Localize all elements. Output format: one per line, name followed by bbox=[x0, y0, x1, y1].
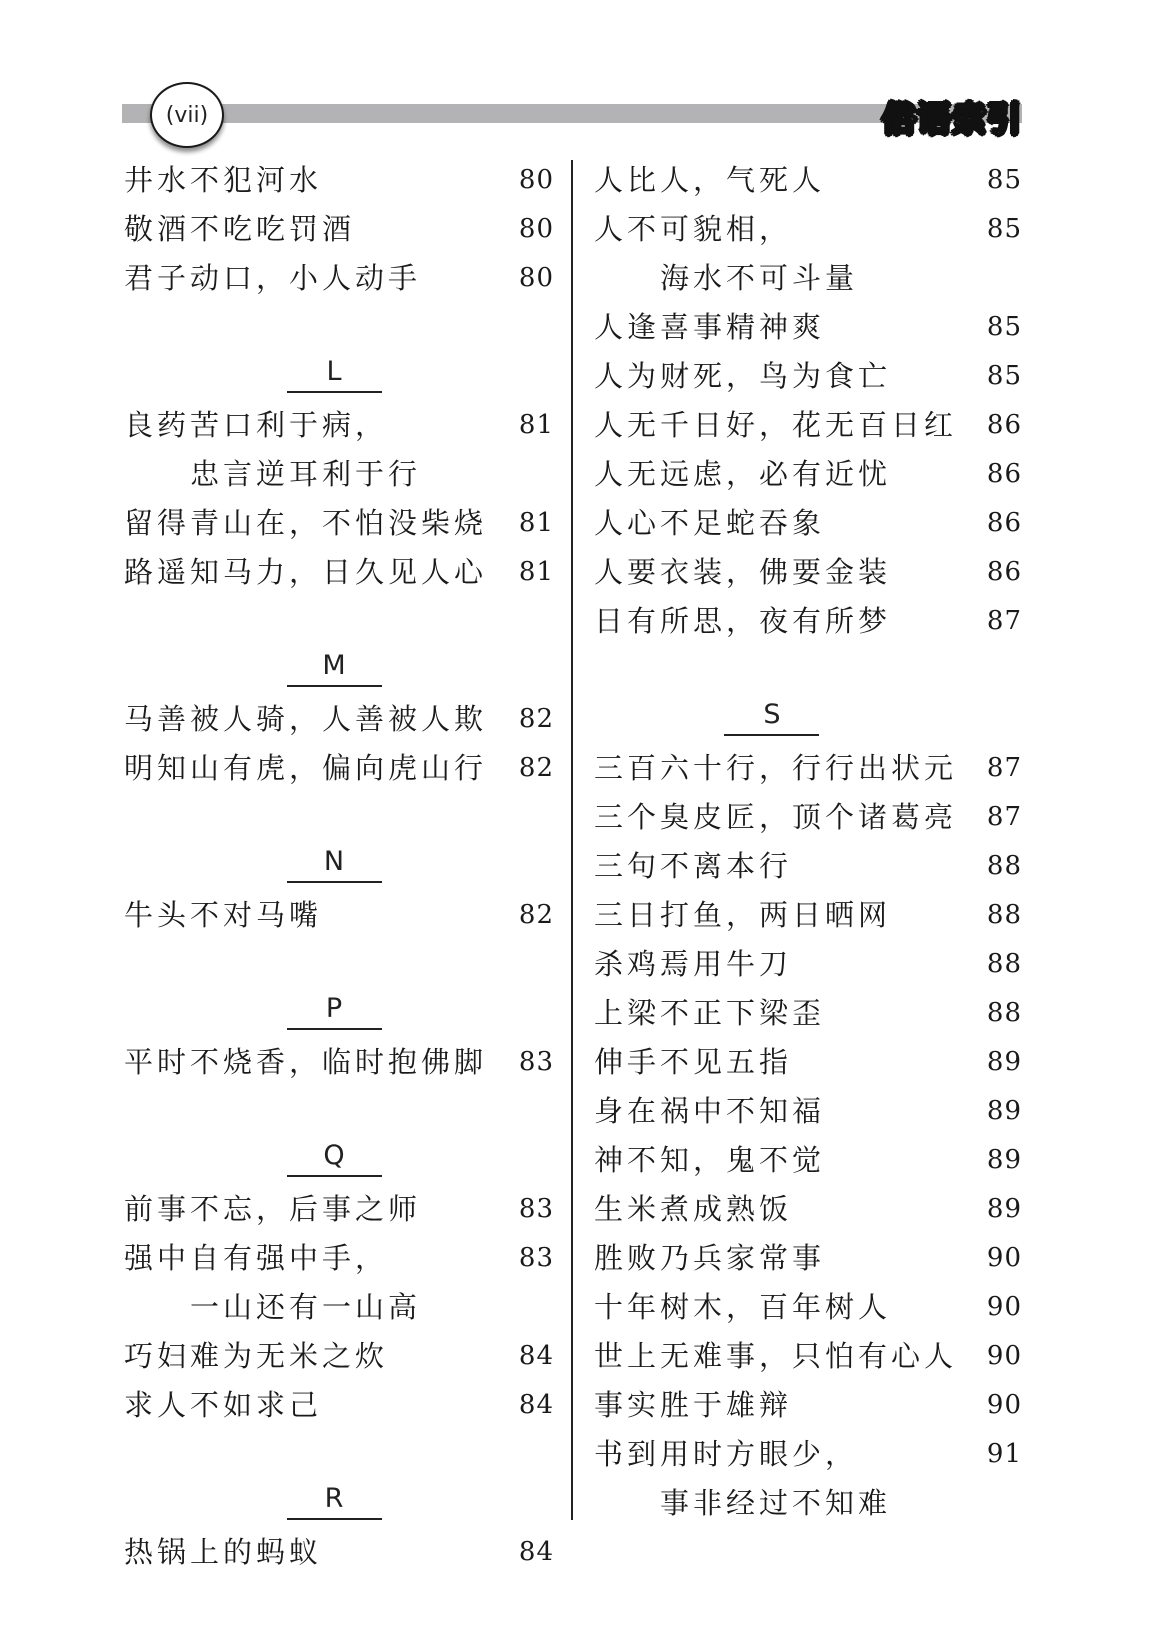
entry-page-number: 88 bbox=[986, 949, 1022, 979]
index-entry bbox=[594, 499, 1022, 548]
entry-page-number: 86 bbox=[986, 410, 1022, 440]
index-entry bbox=[594, 156, 1022, 205]
entry-text: 人无千日好，花无百日红 bbox=[594, 408, 958, 442]
entry-page-number: 86 bbox=[986, 459, 1022, 489]
index-entry bbox=[124, 548, 554, 597]
entry-page-number: 90 bbox=[986, 1243, 1022, 1273]
section-letter: N bbox=[323, 846, 345, 877]
index-entry bbox=[594, 1430, 1022, 1479]
entry-page-number: 82 bbox=[518, 900, 554, 930]
entry-text: 事实胜于雄辩 bbox=[594, 1388, 793, 1422]
index-entry bbox=[594, 793, 1022, 842]
page-number: (vii) bbox=[165, 102, 209, 128]
left-column bbox=[124, 156, 554, 1577]
entry-text: 前事不忘，后事之师 bbox=[124, 1192, 422, 1226]
section-gap bbox=[124, 303, 554, 343]
index-entry bbox=[594, 989, 1022, 1038]
section-letter: S bbox=[763, 699, 781, 730]
entry-text: 神不知，鬼不觉 bbox=[594, 1143, 826, 1177]
index-entry bbox=[594, 450, 1022, 499]
entry-page-number: 85 bbox=[986, 361, 1022, 391]
index-entry bbox=[124, 744, 554, 793]
entry-text: 三日打鱼，两日晒网 bbox=[594, 898, 892, 932]
entry-page-number: 80 bbox=[518, 263, 554, 293]
index-entry bbox=[124, 1381, 554, 1430]
index-entry bbox=[594, 1234, 1022, 1283]
section-gap bbox=[124, 1430, 554, 1470]
section-header-r bbox=[124, 1470, 554, 1520]
section-spacer bbox=[124, 1177, 554, 1185]
entry-page-number: 85 bbox=[986, 214, 1022, 244]
entry-text: 平时不烧香，临时抱佛脚 bbox=[124, 1045, 488, 1079]
index-entry bbox=[124, 254, 554, 303]
entry-text: 三百六十行，行行出状元 bbox=[594, 751, 958, 785]
entry-text: 三个臭皮匠，顶个诸葛亮 bbox=[594, 800, 958, 834]
section-rule bbox=[287, 1175, 382, 1177]
section-letter: L bbox=[326, 356, 342, 387]
section-header-s bbox=[594, 686, 1022, 736]
entry-text: 牛头不对马嘴 bbox=[124, 898, 323, 932]
entry-text: 三句不离本行 bbox=[594, 849, 793, 883]
entry-text: 敬酒不吃吃罚酒 bbox=[124, 212, 356, 246]
entry-text-continued: 忠言逆耳利于行 bbox=[190, 457, 422, 491]
index-entry bbox=[594, 303, 1022, 352]
index-entry bbox=[124, 499, 554, 548]
section-spacer bbox=[124, 1520, 554, 1528]
index-entry bbox=[594, 1185, 1022, 1234]
section-letter: M bbox=[322, 650, 346, 681]
entry-page-number: 81 bbox=[518, 557, 554, 587]
section-header-m bbox=[124, 637, 554, 687]
entry-text: 人比人，气死人 bbox=[594, 163, 826, 197]
entry-text-continued: 海水不可斗量 bbox=[660, 261, 859, 295]
index-entry bbox=[594, 842, 1022, 891]
entry-page-number: 84 bbox=[518, 1537, 554, 1567]
section-spacer bbox=[124, 883, 554, 891]
index-entry bbox=[594, 597, 1022, 646]
index-entry bbox=[594, 205, 1022, 254]
entry-text: 求人不如求己 bbox=[124, 1388, 323, 1422]
index-title: 俗语索引 bbox=[882, 100, 1022, 140]
entry-text: 胜败乃兵家常事 bbox=[594, 1241, 826, 1275]
entry-page-number: 86 bbox=[986, 557, 1022, 587]
index-entry bbox=[124, 1038, 554, 1087]
entry-text: 人为财死，鸟为食亡 bbox=[594, 359, 892, 393]
index-entry bbox=[124, 205, 554, 254]
entry-text: 十年树木，百年树人 bbox=[594, 1290, 892, 1324]
section-header-p bbox=[124, 980, 554, 1030]
entry-text: 上梁不正下梁歪 bbox=[594, 996, 826, 1030]
section-gap bbox=[124, 1087, 554, 1127]
column-divider bbox=[571, 160, 573, 1520]
entry-page-number: 80 bbox=[518, 165, 554, 195]
entry-page-number: 83 bbox=[518, 1194, 554, 1224]
section-header-n bbox=[124, 833, 554, 883]
entry-page-number: 81 bbox=[518, 508, 554, 538]
entry-text: 井水不犯河水 bbox=[124, 163, 323, 197]
entry-text: 巧妇难为无米之炊 bbox=[124, 1339, 389, 1373]
entry-page-number: 88 bbox=[986, 900, 1022, 930]
entry-page-number: 88 bbox=[986, 998, 1022, 1028]
entry-page-number: 84 bbox=[518, 1390, 554, 1420]
section-header-q bbox=[124, 1127, 554, 1177]
section-rule bbox=[287, 881, 382, 883]
index-entry-continuation bbox=[594, 1479, 1022, 1528]
section-rule bbox=[287, 685, 382, 687]
section-spacer bbox=[124, 1030, 554, 1038]
entry-text: 强中自有强中手， bbox=[124, 1241, 389, 1275]
entry-text: 留得青山在，不怕没柴烧 bbox=[124, 506, 488, 540]
index-entry bbox=[124, 891, 554, 940]
entry-page-number: 80 bbox=[518, 214, 554, 244]
entry-text: 人不可貌相， bbox=[594, 212, 793, 246]
entry-text: 日有所思，夜有所梦 bbox=[594, 604, 892, 638]
section-rule bbox=[724, 734, 819, 736]
index-entry bbox=[594, 744, 1022, 793]
entry-page-number: 89 bbox=[986, 1096, 1022, 1126]
section-header-l bbox=[124, 343, 554, 393]
index-entry bbox=[124, 695, 554, 744]
entry-page-number: 81 bbox=[518, 410, 554, 440]
section-gap bbox=[124, 597, 554, 637]
entry-text: 君子动口，小人动手 bbox=[124, 261, 422, 295]
section-letter: Q bbox=[323, 1140, 345, 1171]
index-entry bbox=[124, 401, 554, 450]
index-entry bbox=[124, 1528, 554, 1577]
index-entry bbox=[594, 401, 1022, 450]
section-rule bbox=[287, 391, 382, 393]
entry-page-number: 90 bbox=[986, 1292, 1022, 1322]
index-entry-continuation bbox=[124, 1283, 554, 1332]
section-letter: P bbox=[325, 993, 343, 1024]
entry-page-number: 86 bbox=[986, 508, 1022, 538]
entry-text: 书到用时方眼少， bbox=[594, 1437, 859, 1471]
right-column bbox=[594, 156, 1022, 1528]
entry-text: 马善被人骑，人善被人欺 bbox=[124, 702, 488, 736]
entry-text: 伸手不见五指 bbox=[594, 1045, 793, 1079]
entry-text: 人无远虑，必有近忧 bbox=[594, 457, 892, 491]
entry-text: 热锅上的蚂蚁 bbox=[124, 1535, 323, 1569]
index-entry bbox=[594, 1087, 1022, 1136]
entry-page-number: 82 bbox=[518, 753, 554, 783]
index-entry bbox=[594, 548, 1022, 597]
entry-text: 明知山有虎，偏向虎山行 bbox=[124, 751, 488, 785]
entry-page-number: 83 bbox=[518, 1047, 554, 1077]
index-entry bbox=[124, 1185, 554, 1234]
index-entry bbox=[594, 1332, 1022, 1381]
entry-page-number: 91 bbox=[986, 1439, 1022, 1469]
entry-text: 杀鸡焉用牛刀 bbox=[594, 947, 793, 981]
entry-text-continued: 一山还有一山高 bbox=[190, 1290, 422, 1324]
section-gap bbox=[124, 940, 554, 980]
entry-text: 人要衣装，佛要金装 bbox=[594, 555, 892, 589]
entry-page-number: 87 bbox=[986, 606, 1022, 636]
index-entry-continuation bbox=[124, 450, 554, 499]
page-number-badge bbox=[150, 82, 224, 148]
index-entry bbox=[594, 891, 1022, 940]
section-gap bbox=[594, 646, 1022, 686]
entry-page-number: 88 bbox=[986, 851, 1022, 881]
entry-text: 良药苦口利于病， bbox=[124, 408, 389, 442]
entry-page-number: 90 bbox=[986, 1390, 1022, 1420]
index-entry bbox=[124, 156, 554, 205]
section-rule bbox=[287, 1028, 382, 1030]
entry-page-number: 85 bbox=[986, 312, 1022, 342]
entry-page-number: 89 bbox=[986, 1145, 1022, 1175]
index-entry bbox=[594, 1381, 1022, 1430]
entry-text: 路遥知马力，日久见人心 bbox=[124, 555, 488, 589]
section-spacer bbox=[124, 687, 554, 695]
entry-text: 世上无难事，只怕有心人 bbox=[594, 1339, 958, 1373]
index-entry bbox=[594, 352, 1022, 401]
entry-page-number: 89 bbox=[986, 1194, 1022, 1224]
index-entry bbox=[594, 1136, 1022, 1185]
entry-text: 生米煮成熟饭 bbox=[594, 1192, 793, 1226]
entry-page-number: 90 bbox=[986, 1341, 1022, 1371]
entry-text-continued: 事非经过不知难 bbox=[660, 1486, 892, 1520]
index-entry bbox=[594, 1038, 1022, 1087]
section-letter: R bbox=[324, 1483, 344, 1514]
entry-text: 人逢喜事精神爽 bbox=[594, 310, 826, 344]
section-spacer bbox=[124, 393, 554, 401]
entry-page-number: 89 bbox=[986, 1047, 1022, 1077]
entry-text: 身在祸中不知福 bbox=[594, 1094, 826, 1128]
section-spacer bbox=[594, 736, 1022, 744]
entry-page-number: 87 bbox=[986, 802, 1022, 832]
index-entry bbox=[124, 1332, 554, 1381]
index-entry bbox=[594, 1283, 1022, 1332]
index-entry bbox=[124, 1234, 554, 1283]
entry-page-number: 83 bbox=[518, 1243, 554, 1273]
index-entry bbox=[594, 940, 1022, 989]
entry-page-number: 82 bbox=[518, 704, 554, 734]
entry-page-number: 84 bbox=[518, 1341, 554, 1371]
section-rule bbox=[287, 1518, 382, 1520]
index-entry-continuation bbox=[594, 254, 1022, 303]
entry-page-number: 85 bbox=[986, 165, 1022, 195]
entry-page-number: 87 bbox=[986, 753, 1022, 783]
section-gap bbox=[124, 793, 554, 833]
entry-text: 人心不足蛇吞象 bbox=[594, 506, 826, 540]
